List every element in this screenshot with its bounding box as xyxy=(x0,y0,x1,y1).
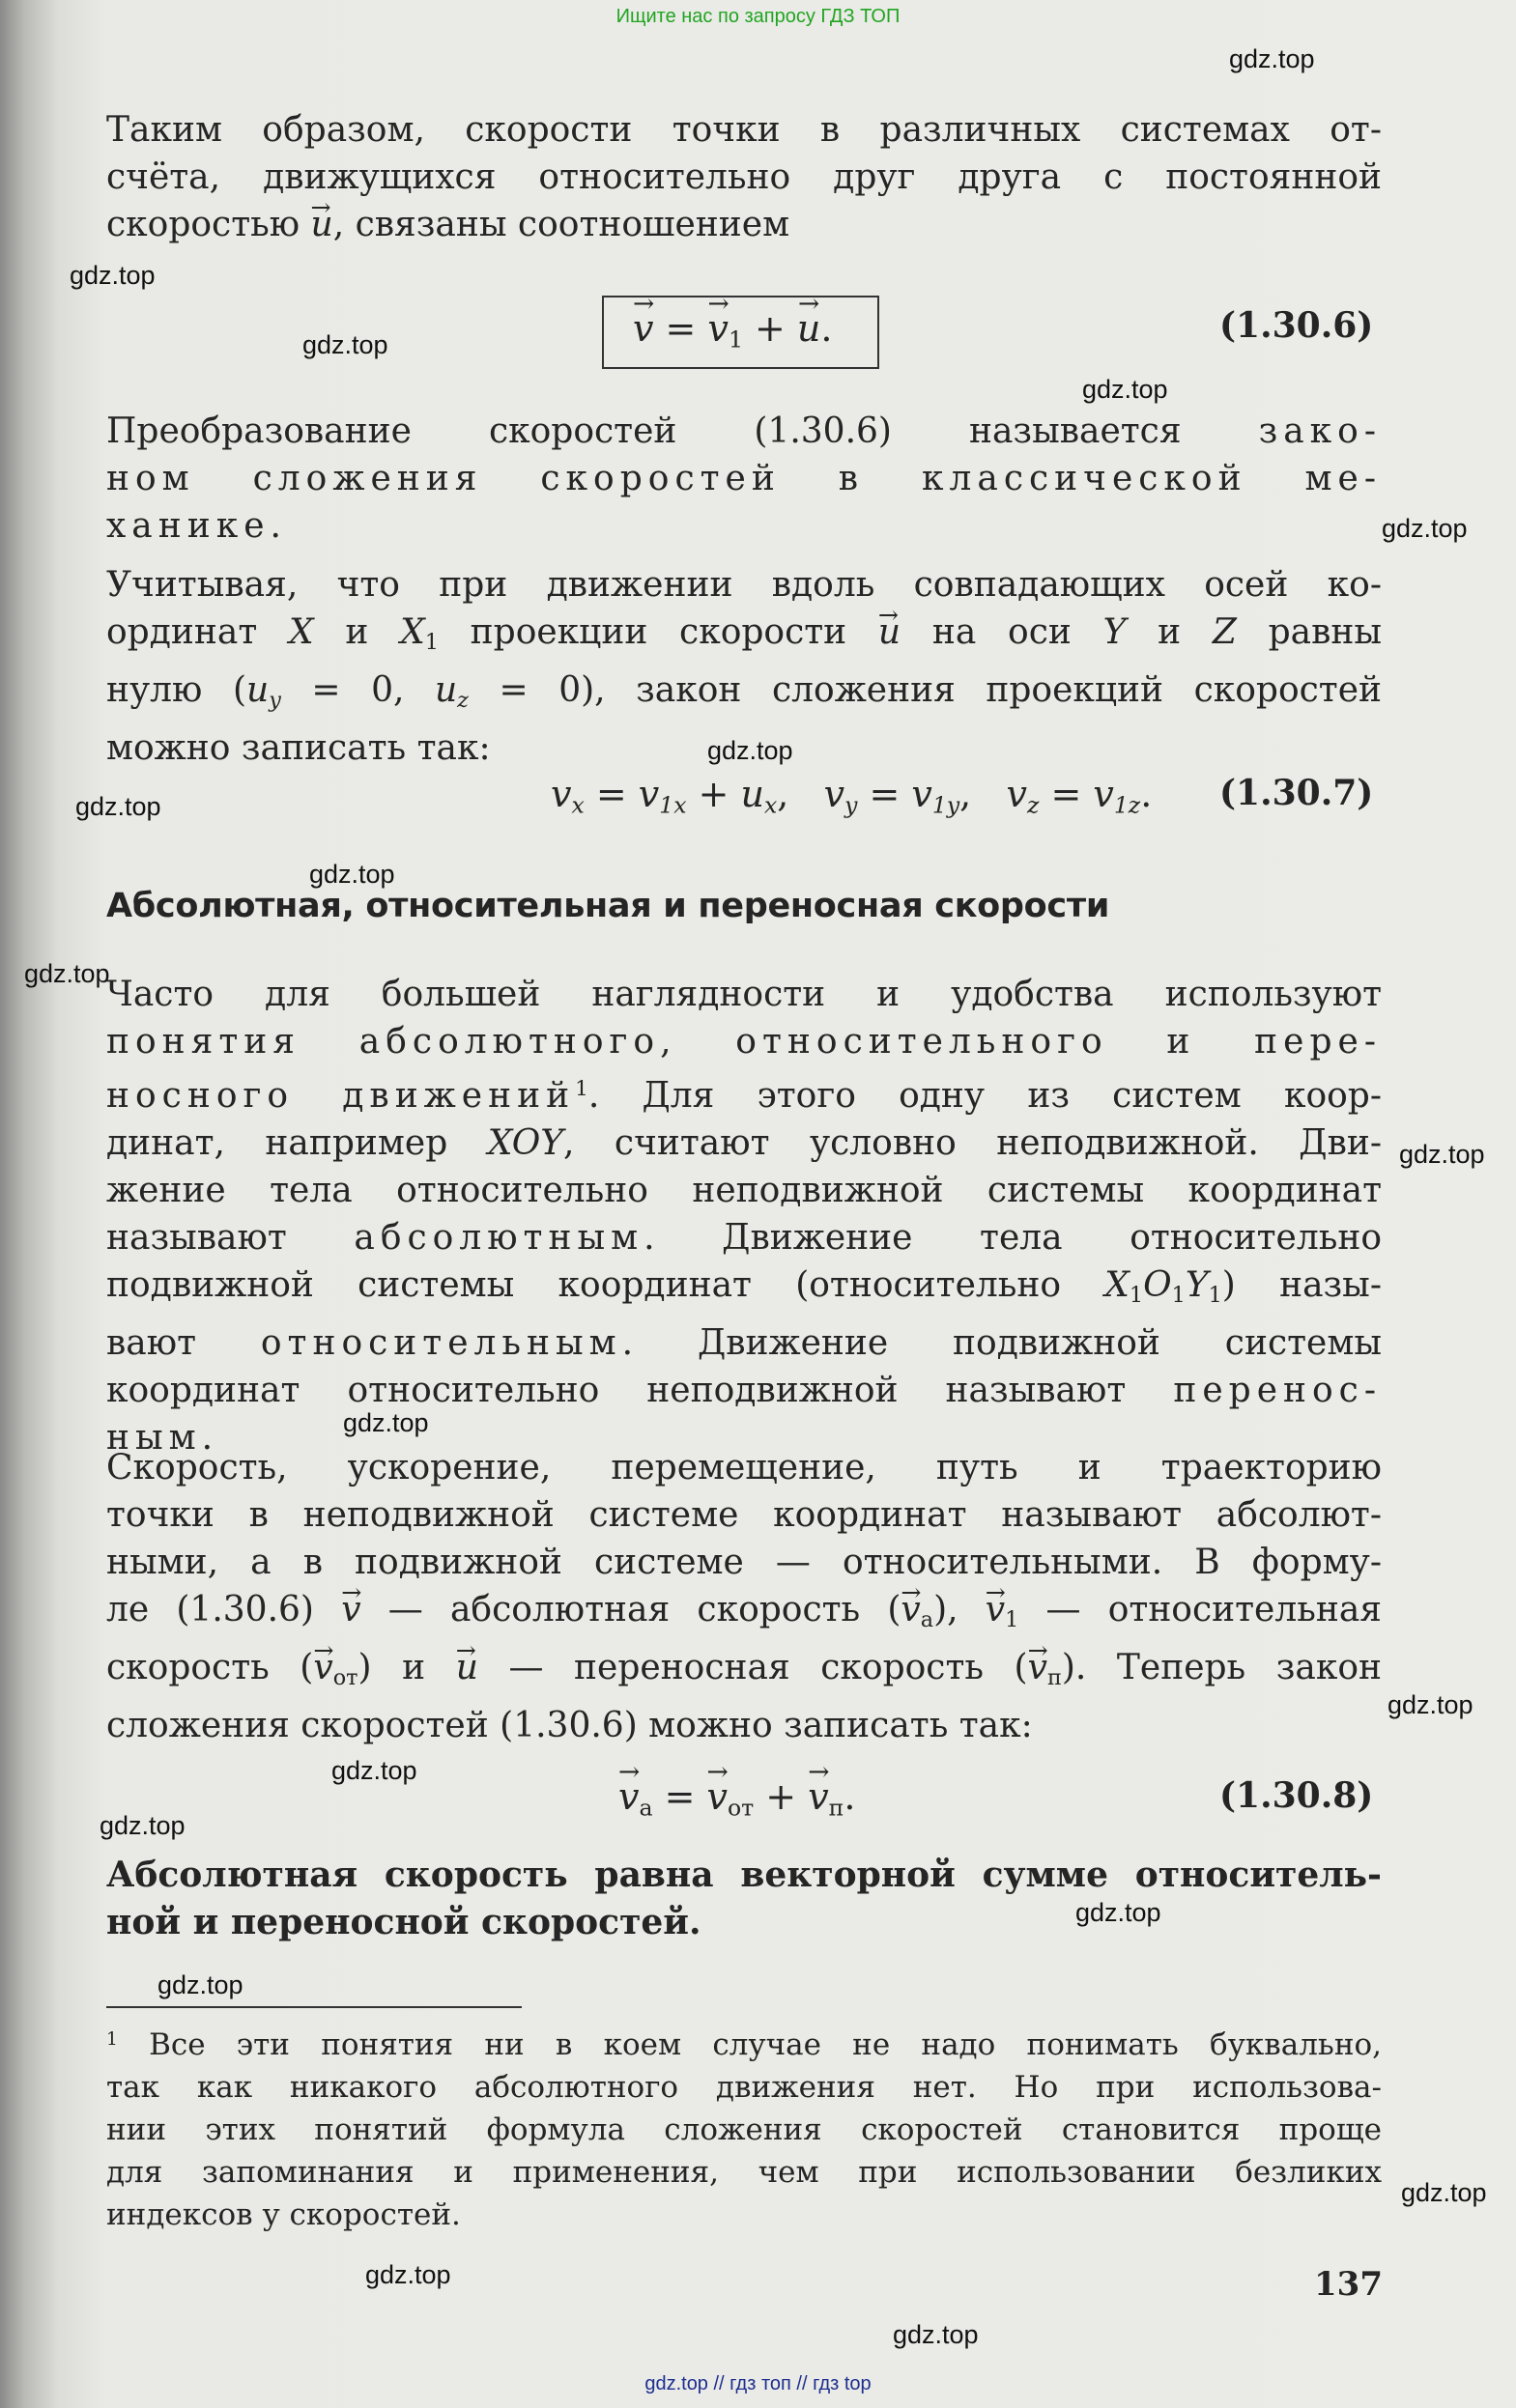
watermark: gdz.top xyxy=(1387,1690,1473,1719)
bottom-banner[interactable]: gdz.top // гдз топ // гдз top xyxy=(644,2373,872,2394)
watermark: gdz.top xyxy=(1229,44,1315,73)
paragraph-projections: Учитывая, что при движении вдоль совпадающих осей ко- ординат X и $X_1$ проекции скорости → u на оси Y и Z равны нулю ($u_y = 0$, $u_z = 0$), закон сложения проекций скоростей можно записать так: xyxy=(106,561,1382,772)
watermark: gdz.top xyxy=(1075,1898,1161,1927)
top-banner[interactable]: Ищите нас по запросу ГДЗ ТОП xyxy=(615,6,901,27)
formula-1-30-7: $v_x = v_{1x} + u_x$, $v_y = v_{1y}$, $v_z = v_{1z}$. xyxy=(551,773,1153,819)
paragraph-definitions: Часто для большей наглядности и удобства используют понятия абсолютного, относительного и пере- носного движений$^1$. Для этого одну из систем коор- динат, например XOY, считают условно неподвижной. Дви- жение тела относительно неподвижной системы координат называют абсолютным. Движение тела относительно подвижной системы координат (относительно $X_1O_1Y_1$) назы- вают относительным. Движение подвижной системы координат относительно неподвижной называют перенос- ным. xyxy=(106,975,1382,1459)
equation-number: (1.30.8) xyxy=(1219,1775,1374,1816)
paragraph-law: Преобразование скоростей (1.30.6) называется зако- ном сложения скоростей в классической ме- ханике. xyxy=(106,411,1382,546)
footnote: $^1$ Все эти понятия ни в коем случае не надо понимать буквально, так как никакого абсолютного движения нет. Но при использова- нии этих понятий формула сложения скоростей становится проще для запоминания и применения, чем при использовании безликих индексов у скоростей. xyxy=(106,2027,1382,2233)
watermark: gdz.top xyxy=(893,2320,979,2349)
watermark: gdz.top xyxy=(24,959,110,988)
formula-1-30-8: → $v_а$ = → $v_{от}$ + → $v_п$. xyxy=(618,1775,855,1822)
page-number: 137 xyxy=(1314,2265,1383,2304)
watermark: gdz.top xyxy=(365,2260,451,2289)
watermark: gdz.top xyxy=(100,1811,186,1840)
rule-statement: Абсолютная скорость равна векторной сумме относитель- ной и переносной скоростей. xyxy=(106,1855,1382,1942)
watermark: gdz.top xyxy=(1401,2178,1487,2207)
paragraph-intro: Таким образом, скорости точки в различных системах от- счёта, движущихся относительно друг друга с постоянной скоростью → u, связаны соотношением xyxy=(106,106,1382,248)
equation-number: (1.30.6) xyxy=(1219,305,1374,346)
watermark: gdz.top xyxy=(157,1970,243,1999)
watermark: gdz.top xyxy=(75,792,161,821)
watermark: gdz.top xyxy=(707,736,793,765)
equation-number: (1.30.7) xyxy=(1219,773,1374,813)
watermark: gdz.top xyxy=(1399,1140,1485,1169)
watermark: gdz.top xyxy=(1382,514,1468,543)
formula-1-30-6: → v = → $v_1$ + → u. xyxy=(633,307,833,354)
watermark: gdz.top xyxy=(302,330,388,359)
watermark: gdz.top xyxy=(1082,375,1168,404)
watermark: gdz.top xyxy=(309,860,395,889)
watermark: gdz.top xyxy=(331,1756,417,1785)
watermark: gdz.top xyxy=(70,261,156,290)
watermark: gdz.top xyxy=(343,1408,429,1437)
paragraph-absolute-relative: Скорость, ускорение, перемещение, путь и траекторию точки в неподвижной системе координат называют абсолют- ными, а в подвижной системе — относительными. В форму- ле (1.30.6) → v — абсолютная скорость (→ $v_а$), → $v_1$ — относительная скорость (→ $v_{от}$) и → u — переносная скорость (→ $v_п$). Теперь закон сложения скоростей (1.30.6) можно записать так: xyxy=(106,1444,1382,1749)
footnote-divider xyxy=(106,2006,522,2008)
section-heading: Абсолютная, относительная и переносная скорости xyxy=(106,887,1110,925)
